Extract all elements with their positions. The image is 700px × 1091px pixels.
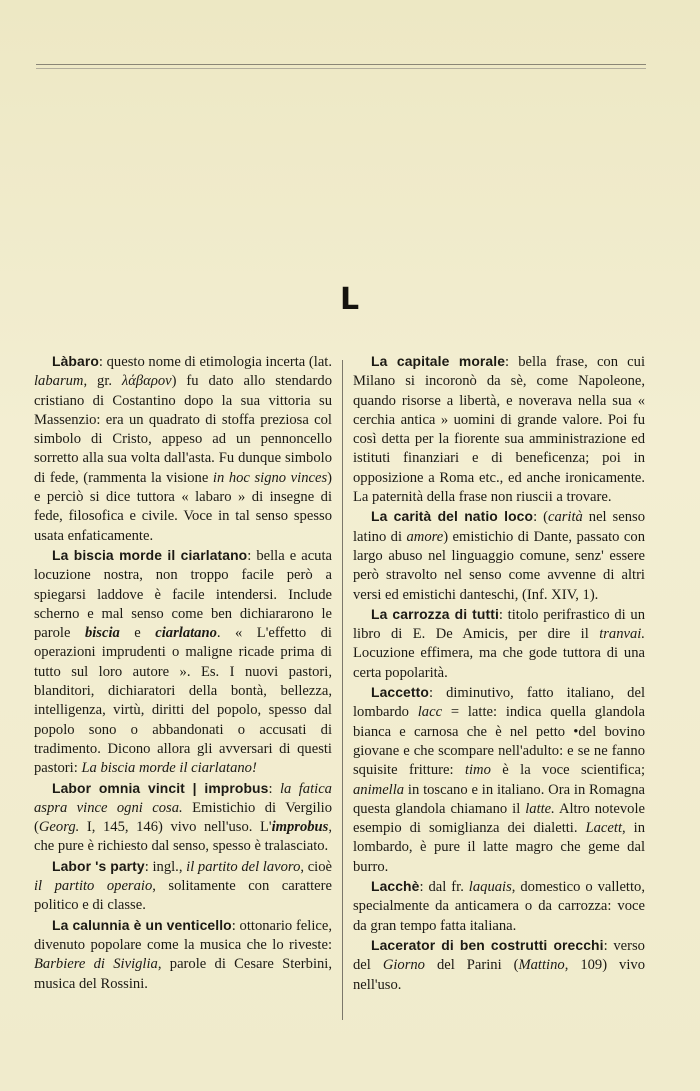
entry-emphasis: Barbiere di Siviglia <box>34 956 158 973</box>
entry-text: : ingl., <box>144 858 187 875</box>
entry-term: La carità del natio loco <box>371 508 534 525</box>
dictionary-entry <box>34 779 332 857</box>
entry-text: , domestico o valletto, specialmente da anticamera o da carrozza: voce da gran tempo fatta italiana. <box>353 879 645 934</box>
dictionary-entry <box>353 352 645 507</box>
entry-text: , gr. <box>83 373 122 390</box>
entry-emphasis: La biscia morde il ciarlatano! <box>81 760 257 777</box>
entry-text: . « L'effetto di operazioni imprudenti o maligne ricade prima di tutto sul loro autore ». Es. I nuovi pastori, blanditori, dichiaratori della bontà, bellezza, intelligenza, virtù, diritti del popolo, spesso dal popolo sono o abbandonati o accusati di tradimento. Dicono allora gli avversari di questi pastori: <box>34 625 332 777</box>
entry-text: ) fu dato allo stendardo cristiano di Costantino dopo la sua vittoria su Massenzio: era un quadrato di stoffa preziosa col simbolo di Cristo, appeso ad un pennoncello sorretto alla sua volta dall'asta. Fu dunque simbolo di fede, (rammenta la visione <box>34 373 332 486</box>
dictionary-entry <box>34 352 332 546</box>
dictionary-entry <box>34 546 332 779</box>
entry-text: : titolo perifrastico di un libro di E. De Amicis, per dire il <box>353 606 646 643</box>
entry-text: : dal fr. <box>419 879 469 896</box>
entry-text: ) emistichio di Dante, passato con largo abuso nel linguaggio comune, senz' essere però stravolto nel senso come avvenne di altri versi ed emistichi danteschi, (Inf. XIV, 1). <box>353 528 645 603</box>
entry-term: Labor 's party <box>52 857 145 874</box>
header-rule <box>36 64 646 69</box>
entry-emphasis: tranvai. <box>599 626 645 643</box>
section-letter: L <box>339 282 361 317</box>
entry-emphasis: il partito del lavoro <box>186 858 301 875</box>
entry-emphasis: animella <box>353 781 405 798</box>
entry-emphasis: lacc <box>417 704 443 721</box>
dictionary-entry <box>34 857 332 916</box>
entry-text: : <box>268 780 280 797</box>
entry-text: I, 145, 146) vivo nell'uso. L' <box>79 819 272 836</box>
column-divider <box>342 360 343 1020</box>
entry-term: La carrozza di tutti <box>371 605 499 622</box>
entry-emphasis: Georg. <box>38 819 80 836</box>
entry-text: = latte: indica quella glandola bianca e carnosa che è nel petto •del bovino giovane e che scompare nell'adulto: e se ne fanno squisite fritture: <box>353 704 645 779</box>
entry-text: , parole di Cesare Sterbini, musica del Rossini. <box>34 956 332 992</box>
entry-text: Emistichio di Vergilio ( <box>34 799 332 836</box>
entry-text: , che pure è richiesto dal senso, spesso è tralasciato. <box>34 819 332 855</box>
entry-emphasis: amore <box>406 528 444 545</box>
entry-text: : ( <box>533 509 548 526</box>
dictionary-entry <box>353 877 645 936</box>
entry-emphasis: ciarlatano <box>155 625 217 642</box>
entry-text: : questo nome di etimologia incerta (lat. <box>98 354 332 370</box>
entry-term: La capitale morale <box>371 353 506 369</box>
entry-text: Locuzione effimera, ma che gode tuttora di una certa popolarità. <box>353 645 645 681</box>
left-column <box>34 352 332 994</box>
entry-text: : bella e acuta locuzione nostra, non troppo facile però a spiegarsi laddove è facile intendersi. Include scherno e mal senso come ben dichiararono le parole <box>34 547 333 642</box>
dictionary-entry <box>353 936 645 995</box>
entry-emphasis: Lacett <box>585 820 622 837</box>
entry-emphasis: il partito operaio <box>34 878 153 895</box>
entry-emphasis: Giorno <box>382 957 425 974</box>
entry-text: : ottonario felice, divenuto popolare come la musica che lo riveste: <box>34 917 333 953</box>
right-column <box>353 352 645 995</box>
dictionary-entry <box>353 605 645 683</box>
entry-term: Làbaro <box>52 353 99 369</box>
entry-text: : diminutivo, fatto italiano, del lombardo <box>353 685 645 721</box>
entry-emphasis: labarum <box>34 373 84 390</box>
dictionary-entry <box>353 683 645 877</box>
entry-term: Laccetto <box>371 684 429 701</box>
entry-emphasis: la fatica aspra vince ogni cosa. <box>34 780 332 816</box>
entry-emphasis: λάβαρον <box>121 373 172 390</box>
entry-term: Lacerator di ben costrutti orecchi <box>371 936 604 953</box>
entry-text: del Parini ( <box>424 957 519 974</box>
entry-emphasis: improbus <box>271 819 329 836</box>
entry-emphasis: timo <box>464 762 491 779</box>
entry-emphasis: latte. <box>525 800 555 817</box>
entry-emphasis: Mattino <box>518 957 565 974</box>
entry-term: La biscia morde il ciarlatano <box>52 546 248 563</box>
entry-text: , cioè <box>300 858 332 875</box>
entry-text: : bella frase, con cui Milano si incoronò da sè, come Napoleone, quando risorse a libertà, e noverava nella sua « cerchia antica » uomini di grande valore. Poi fu così detta per la fiorente sua amministrazione ed istituti finanziari e di beneficenza; poi in opposizione a Roma etc., ed anche ironicamente. La paternità della frase non riuscii a trovare. <box>353 354 646 506</box>
entry-text: : verso del <box>353 937 645 974</box>
entry-emphasis: in hoc signo vinces <box>212 469 328 486</box>
entry-text: e <box>119 625 156 642</box>
dictionary-entry <box>34 916 332 994</box>
entry-term: La calunnia è un venticello <box>52 916 232 933</box>
dictionary-entry <box>353 507 645 604</box>
entry-text: , solitamente con carattere politico e di classe. <box>34 878 332 914</box>
entry-text: ) e perciò si dice tuttora « labaro » di insegne di fede, filosofica e civile. Voce in tal senso spesso usata enfaticamente. <box>34 469 332 544</box>
entry-text: , in lombardo, è pure il latte magro che geme dal burro. <box>353 820 645 875</box>
entry-text: , 109) vivo nell'uso. <box>353 957 645 993</box>
entry-text: nel senso latino di <box>353 509 645 545</box>
entry-text: in toscano e in italiano. Ora in Romagna questa glandola chiamano il <box>353 781 645 817</box>
entry-emphasis: biscia <box>84 625 120 642</box>
entry-term: Labor omnia vincit | improbus <box>52 779 269 796</box>
entry-emphasis: carità <box>547 509 583 526</box>
entry-emphasis: laquais <box>468 879 512 896</box>
entry-text: Altro notevole esempio di somiglianza dei dialetti. <box>353 800 645 837</box>
entry-text: è la voce scientifica; <box>490 762 645 779</box>
entry-term: Lacchè <box>371 878 420 895</box>
